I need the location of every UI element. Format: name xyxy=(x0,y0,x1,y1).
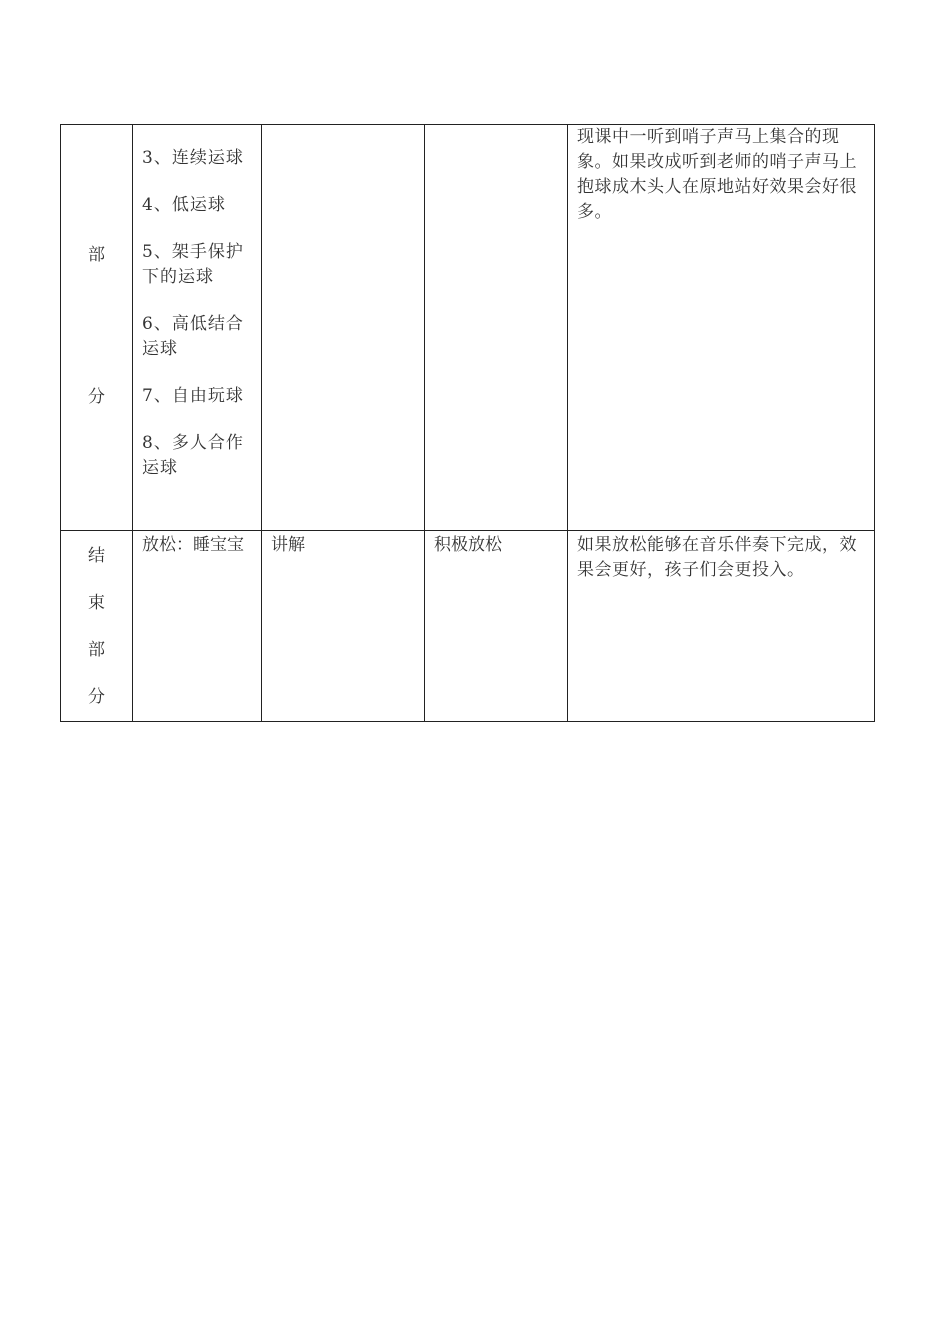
reflection-text: 现课中一听到哨子声马上集合的现象。如果改成听到老师的哨子声马上抱球成木头人在原地站好效果会好很多。 xyxy=(577,127,857,222)
drill-item: 4、低运球 xyxy=(142,195,226,215)
reflection-cell xyxy=(568,125,875,531)
section-label-char: 部 xyxy=(88,245,105,265)
end-section-row xyxy=(61,531,875,722)
student-activity-cell xyxy=(425,125,568,531)
lesson-plan-table xyxy=(60,124,875,722)
content-cell xyxy=(133,125,262,531)
teacher-activity-cell xyxy=(262,125,425,531)
reflection-cell xyxy=(568,531,875,722)
section-label-char: 分 xyxy=(88,387,105,407)
drill-item: 3、连续运球 xyxy=(142,148,244,168)
drill-item: 8、多人合作运球 xyxy=(142,433,244,478)
content-cell xyxy=(133,531,262,722)
section-label-cell xyxy=(61,531,133,722)
drill-item: 7、自由玩球 xyxy=(142,386,244,406)
section-label-char: 分 xyxy=(88,687,105,707)
drill-item: 6、高低结合运球 xyxy=(142,314,244,359)
teacher-activity-text: 讲解 xyxy=(271,535,305,555)
content-text: 放松：睡宝宝 xyxy=(142,535,244,555)
student-activity-cell xyxy=(425,531,568,722)
basic-section-row xyxy=(61,125,875,531)
section-label-char: 结 xyxy=(88,546,105,566)
reflection-text: 如果放松能够在音乐伴奏下完成，效果会更好，孩子们会更投入。 xyxy=(577,535,857,580)
teacher-activity-text xyxy=(262,125,424,127)
drill-item: 5、架手保护下的运球 xyxy=(142,242,244,287)
section-label-cell xyxy=(61,125,133,531)
student-activity-text xyxy=(425,125,567,127)
student-activity-text: 积极放松 xyxy=(434,535,502,555)
section-label-char: 束 xyxy=(88,593,105,613)
section-label-char: 部 xyxy=(88,640,105,660)
teacher-activity-cell xyxy=(262,531,425,722)
